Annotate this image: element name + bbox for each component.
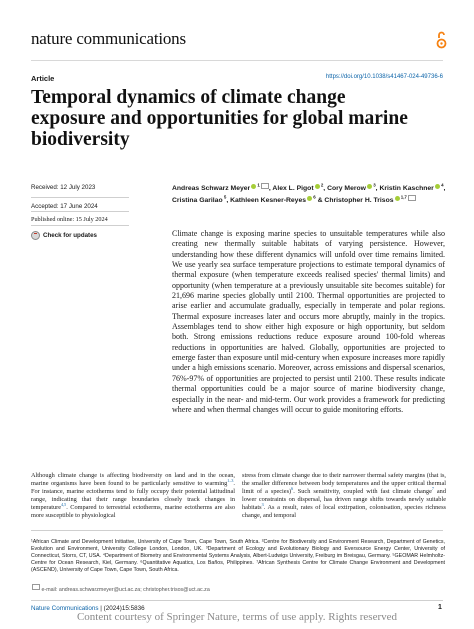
body-text: . For instance, marine ectotherms tend to fully occupy their potential latitudinal range, indicating that their range boundaries closely track changes in temperature xyxy=(31,480,235,512)
reference-link[interactable]: 4,5 xyxy=(61,502,67,508)
author-affiliation-number: 2 xyxy=(319,182,324,188)
affiliations: ¹African Climate and Development Initiative, University of Cape Town, Cape Town, South Africa. ²Centre for Biodiversity and Environment Research, Department of Genetics, Evolution and Environment, University College London, London, UK. ³Department of Ecology and Evolutionary Biology and Eversource Energy Center, University of Connecticut, Storrs, CT, USA. ⁴Department of Biometry and Environmental Systems Analysis, Albert-Ludwigs University, Freiburg im Breisgau, Germany. ⁵GEOMAR Helmholtz-Centre for Ocean Research, Kiel, Germany. ⁶Quantitative Aquatics, Los Baños, Philippines. ⁷African Synthesis Centre for Climate Change Environment and Development (ASCEND), University of Cape Town, Cape Town, South Africa. xyxy=(31,539,445,574)
author[interactable] xyxy=(324,194,415,204)
meta-divider xyxy=(31,197,129,198)
footer-divider xyxy=(31,600,443,601)
author[interactable] xyxy=(272,182,324,192)
author-separator: , xyxy=(323,185,328,192)
journal-name[interactable]: nature communications xyxy=(31,29,186,48)
author[interactable] xyxy=(172,182,269,192)
mail-icon[interactable] xyxy=(261,183,269,189)
check-updates-icon xyxy=(31,231,40,240)
author-list xyxy=(172,183,447,206)
author-affiliation-number: 1,7 xyxy=(399,194,407,200)
footer-volume: | (2024)15:5836 xyxy=(98,605,145,612)
check-updates-label: Check for updates xyxy=(43,232,97,239)
author[interactable] xyxy=(172,194,227,204)
meta-divider xyxy=(31,211,129,212)
header-divider xyxy=(31,60,443,61)
reference-link[interactable]: 3 xyxy=(261,502,264,508)
author-separator: , xyxy=(226,196,231,204)
abstract: Climate change is exposing marine species to unsuitable temperatures while also creating new thermally suitable habitats of varying persistence. However, understanding how these different dynamics will unfold over time remains limited. We use yearly sea surface temperature projections to estimate temporal dynamics of thermal exposure (when temperature exceeds realised species' thermal limits) and opportunity (when temperature at a previously unsuitable site becomes suitable) for 21,696 marine species globally until 2100. Thermal opportunities are projected to arise earlier and accumulate gradually, especially in temperate and polar regions. Thermal exposure increases later and occurs more abruptly, mainly in the tropics. Assemblages tend to show either high exposure or high opportunity, but seldom both. Strong emissions reductions reduce exposure around 100-fold whereas reductions in opportunities are halved. Globally, opportunities are projected to emerge faster than exposure until mid-century when exposure increases more rapidly under a high emissions scenario. Moreover, across emissions and dispersal scenarios, 76%-97% of opportunities are projected to persist until 2100. These results indicate thermal opportunities could be a major source of marine biodiversity change, especially in the near- and mid-term. Our work provides a framework for predicting where and when thermal changes will occur to guide monitoring efforts. xyxy=(172,229,445,414)
author-separator: & xyxy=(315,196,325,204)
author-separator: , xyxy=(268,185,273,192)
email-addresses[interactable]: andreas.schwarzmeyer@uct.ac.za; christopher.trisos@uct.ac.za xyxy=(58,587,210,593)
author-affiliation-number: 4 xyxy=(439,182,444,188)
author-name: Kristin Kaschner xyxy=(379,185,434,192)
meta-divider xyxy=(31,225,129,226)
body-column-right xyxy=(242,472,446,521)
author-name: Kathleen Kesner-Reyes xyxy=(230,196,307,204)
author-affiliation-number: 3 xyxy=(371,182,376,188)
body-text: . Compared to terrestrial ectotherms, marine ectotherms are also more susceptible to physiological xyxy=(31,504,235,520)
reference-link[interactable]: 7 xyxy=(431,486,434,492)
body-text: . Such sensitivity, coupled with fast climate change xyxy=(293,488,432,496)
author-name: Cristina Garilao xyxy=(172,196,223,204)
author-affiliation-number: 5 xyxy=(222,194,227,200)
correspondence-email xyxy=(31,584,210,593)
body-text: stress from climate change due to their narrower thermal safety margins (that is, the smaller difference between body temperatures and the upper critical thermal limit of a species) xyxy=(242,472,446,496)
author[interactable] xyxy=(379,182,444,192)
article-type: Article xyxy=(31,74,55,83)
body-text: . As a result, rates of local extirpation, colonisation, species richness change, and temporal xyxy=(242,504,446,520)
affiliations-divider xyxy=(31,530,443,531)
body-column-left xyxy=(31,472,235,521)
author[interactable] xyxy=(230,194,316,204)
author-separator: , xyxy=(375,185,380,192)
author-separator: , xyxy=(443,185,446,192)
doi-link[interactable]: https://doi.org/10.1038/s41467-024-49736-6 xyxy=(325,74,443,80)
body-text: and lower constraints on dispersal, has driven range shifts towards newly suitable habitats xyxy=(242,488,446,512)
author-affiliation-number: 1 xyxy=(256,182,260,188)
author[interactable] xyxy=(327,182,376,192)
courtesy-watermark: Content courtesy of Springer Nature, terms of use apply. Rights reserved xyxy=(76,611,398,623)
received-date: Received: 12 July 2023 xyxy=(31,184,96,191)
email-label: e-mail: xyxy=(41,587,58,593)
mail-icon[interactable] xyxy=(408,195,416,201)
article-title: Temporal dynamics of climate change exposure and opportunities for global marine biodiversity xyxy=(31,87,408,150)
accepted-date: Accepted: 17 June 2024 xyxy=(31,203,98,210)
mail-icon xyxy=(32,584,40,590)
author-name: Cory Merow xyxy=(327,185,366,192)
reference-link[interactable]: 6 xyxy=(291,486,294,492)
footer-journal-link[interactable]: Nature Communications xyxy=(31,605,99,612)
published-date: Published online: 15 July 2024 xyxy=(31,216,108,223)
author-name: Alex L. Pigot xyxy=(272,185,314,192)
author-name: Christopher H. Trisos xyxy=(324,196,394,204)
reference-link[interactable]: 1–3 xyxy=(227,478,234,483)
check-for-updates-button[interactable] xyxy=(31,231,97,240)
body-text: Although climate change is affecting biodiversity on land and in the ocean, marine organisms have been found to be particularly sensitive to warming xyxy=(31,472,235,488)
author-affiliation-number: 6 xyxy=(312,194,316,200)
author-name: Andreas Schwarz Meyer xyxy=(172,185,251,192)
open-access-icon xyxy=(436,30,447,50)
page-number: 1 xyxy=(438,604,442,611)
